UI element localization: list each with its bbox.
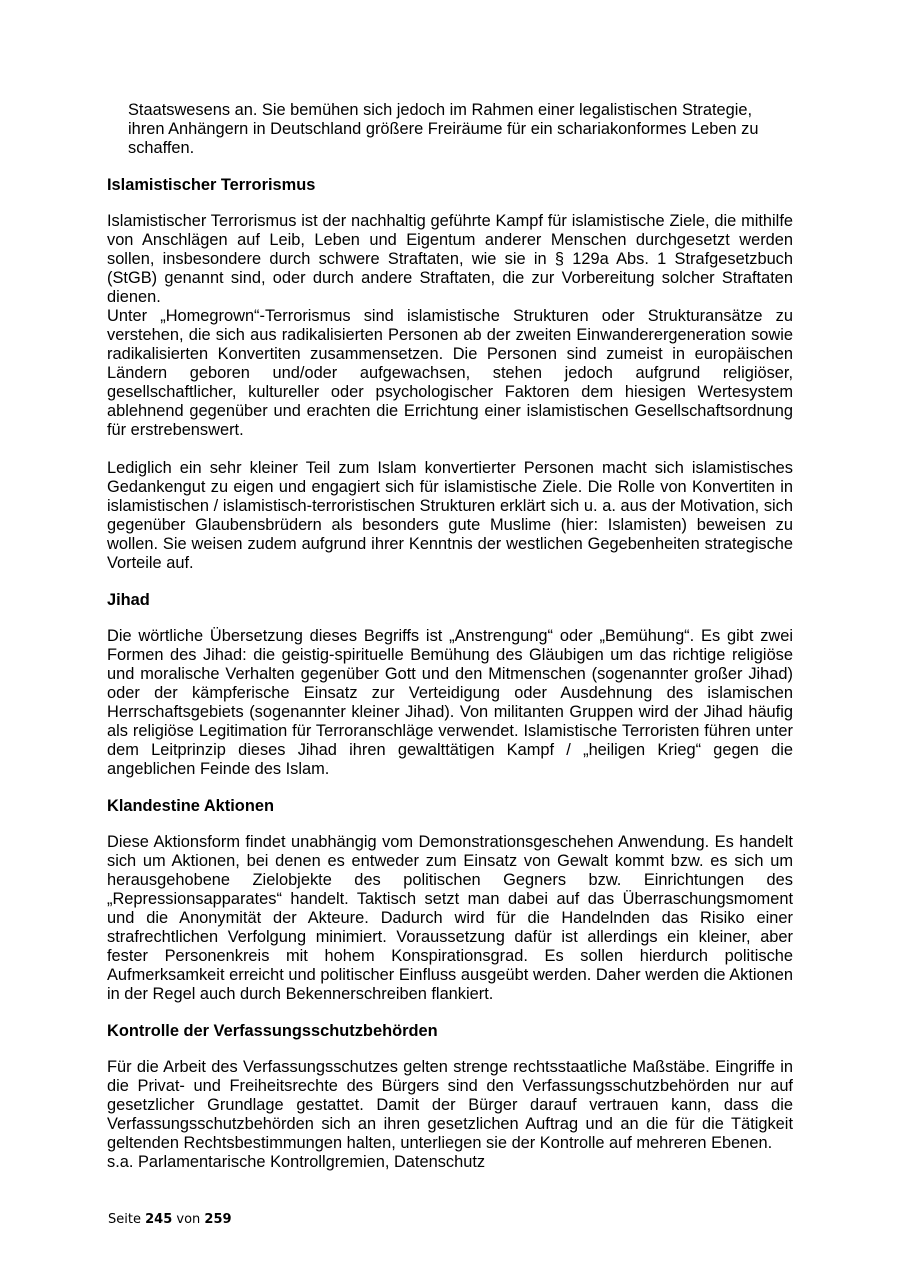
terrorismus-paragraph-2: Unter „Homegrown“-Terrorismus sind islamistische Strukturen oder Strukturansätze zu verstehen, die sich aus radikalisierten Personen ab der zweiten Einwanderergeneration sowie radikalisierten Konvertiten zusammensetzen. Die Personen sind zumeist in europäischen Ländern geboren und/oder aufgewachsen, stehen jedoch aufgrund religiöser, gesellschaftlicher, kultureller oder psychologischer Faktoren dem hiesigen Wertesystem ablehnend gegenüber und erachten die Errichtung einer islamistischen Gesellschaftsordnung für erstrebenswert. [107,307,793,439]
current-page-number: 245 [145,1212,173,1227]
page-footer [108,1212,232,1228]
total-pages-number: 259 [204,1212,232,1227]
heading-islamistischer-terrorismus: Islamistischer Terrorismus [107,176,316,194]
jihad-paragraph: Die wörtliche Übersetzung dieses Begriffs ist „Anstrengung“ oder „Bemühung“. Es gibt zwei Formen des Jihad: die geistig-spirituelle Bemühung des Gläubigen um das richtige religiöse und moralische Verhalten gegenüber Gott und den Mitmenschen (sogenannter großer Jihad) oder der kämpferische Einsatz zur Verteidigung oder Ausdehnung des islamischen Herrschaftsgebiets (sogenannter kleiner Jihad). Von militanten Gruppen wird der Jihad häufig als religiöse Legitimation für Terroranschläge verwendet. Islamistische Terroristen führen unter dem Leitprinzip dieses Jihad ihren gewalttätigen Kampf / „heiligen Krieg“ gegen die angeblichen Feinde des Islam. [107,627,793,778]
heading-klandestine-aktionen: Klandestine Aktionen [107,797,274,815]
see-also-line: s.a. Parlamentarische Kontrollgremien, Datenschutz [107,1153,486,1171]
page-of-label: von [176,1212,201,1227]
heading-jihad: Jihad [107,591,150,609]
klandestine-paragraph: Diese Aktionsform findet unabhängig vom Demonstrationsgeschehen Anwendung. Es handelt sich um Aktionen, bei denen es entweder zum Einsatz von Gewalt kommt bzw. es sich um herausgehobene Zielobjekte des politischen Gegners bzw. Einrichtungen des „Repressionsapparates“ handelt. Taktisch setzt man dabei auf das Überraschungsmoment und die Anonymität der Akteure. Dadurch wird für die Handelnden das Risiko einer strafrechtlichen Verfolgung minimiert. Voraussetzung dafür ist allerdings ein kleiner, aber fester Personenkreis mit hohem Konspirationsgrad. Es sollen hierdurch politische Aufmerksamkeit erreicht und politischer Einfluss ausgeübt werden. Daher werden die Aktionen in der Regel auch durch Bekennerschreiben flankiert. [107,833,793,1003]
terrorismus-paragraph-1: Islamistischer Terrorismus ist der nachhaltig geführte Kampf für islamistische Ziele, die mithilfe von Anschlägen auf Leib, Leben und Eigentum anderer Menschen durchgesetzt werden sollen, insbesondere durch schwere Straftaten, wie sie in § 129a Abs. 1 Strafgesetzbuch (StGB) genannt sind, oder durch andere Straftaten, die zur Vorbereitung solcher Straftaten dienen. [107,212,793,306]
document-body [107,101,793,1172]
terrorismus-paragraph-3: Lediglich ein sehr kleiner Teil zum Islam konvertierter Personen macht sich islamistisches Gedankengut zu eigen und engagiert sich für islamistische Ziele. Die Rolle von Konvertiten in islamistischen / islamistisch-terroristischen Strukturen erklärt sich u. a. aus der Motivation, sich gegenüber Glaubensbrüdern als besonders gute Muslime (hier: Islamisten) beweisen zu wollen. Sie weisen zudem aufgrund ihrer Kenntnis der westlichen Gegebenheiten strategische Vorteile auf. [107,459,793,572]
kontrolle-paragraph: Für die Arbeit des Verfassungsschutzes gelten strenge rechtsstaatliche Maßstäbe. Eingriffe in die Privat- und Freiheitsrechte des Bürgers sind den Verfassungsschutzbehörden nur auf gesetzlicher Grundlage gestattet. Damit der Bürger darauf vertrauen kann, dass die Verfassungsschutzbehörden sich an ihren gesetzlichen Auftrag und an die für die Tätigkeit geltenden Rechtsbestimmungen halten, unterliegen sie der Kontrolle auf mehreren Ebenen. [107,1058,793,1152]
heading-kontrolle: Kontrolle der Verfassungsschutzbehörden [107,1022,438,1040]
intro-paragraph: Staatswesens an. Sie bemühen sich jedoch im Rahmen einer legalistischen Strategie, ihren Anhängern in Deutschland größere Freiräume für ein schariakonformes Leben zu schaffen. [128,101,759,157]
page-label: Seite [108,1212,141,1227]
